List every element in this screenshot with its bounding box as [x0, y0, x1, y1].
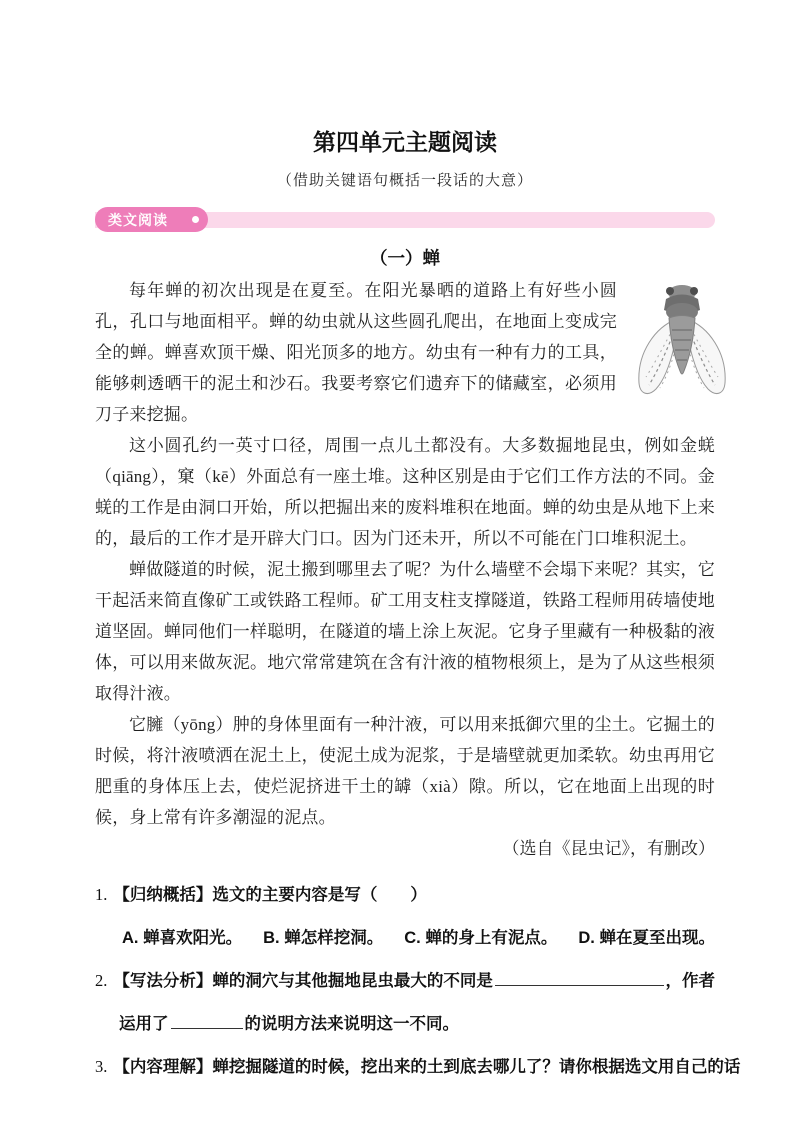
source-attribution: （选自《昆虫记》，有删改）: [502, 839, 715, 858]
question-1-options: [95, 923, 715, 953]
paragraph-3-text: 蝉做隧道的时候，泥土搬到哪里去了呢？为什么墙壁不会塌下来呢？其实，它干起活来简直像矿工或铁路工程师。矿工用支柱支撑隧道，铁路工程师用砖墙使地道坚固。蝉同他们一样聪明，在隧道的墙上涂上灰泥。它身子里藏有一种极黏的液体，可以用来做灰泥。地穴常常建筑在含有汁液的植物根须上，是为了从这些根须取得汁液。: [95, 560, 715, 703]
option-c[interactable]: C. 蝉的身上有泥点。: [404, 929, 558, 947]
paragraph-2-text: 这小圆孔约一英寸口径，周围一点儿土都没有。大多数掘地昆虫，例如金蜣（qiāng），窠（kē）外面总有一座土堆。这种区别是由于它们工作方法的不同。金蜣的工作是由洞口开始，所以把掘出来的废料堆积在地面。蝉的幼虫是从地下上来的，最后的工作才是开辟大门口。因为门还未开，所以不可能在门口堆积泥土。: [95, 436, 715, 548]
paragraph-1-text: 每年蝉的初次出现是在夏至。在阳光暴晒的道路上有好些小圆孔，孔口与地面相平。蝉的幼虫就从这些圆孔爬出，在地面上变成完全的蝉。蝉喜欢顶干燥、阳光顶多的地方。幼虫有一种有力的工具，能够刺透晒干的泥土和沙石。我要考察它们遗弃下的储藏室，必须用刀子来挖掘。: [95, 281, 617, 424]
question-2-text-post: ，作者: [665, 972, 715, 990]
option-d[interactable]: D. 蝉在夏至出现。: [578, 929, 715, 947]
section-badge-label: 类文阅读: [108, 211, 168, 228]
question-2-line2-post: 的说明方法来说明这一不同。: [244, 1015, 459, 1033]
option-b[interactable]: B. 蝉怎样挖洞。: [263, 929, 384, 947]
question-2-tag: 【写法分析】: [113, 972, 213, 990]
question-2-number: 2.: [95, 971, 108, 990]
option-a[interactable]: A. 蝉喜欢阳光。: [122, 929, 243, 947]
question-2-text-pre: 蝉的洞穴与其他掘地昆虫最大的不同是: [212, 972, 493, 990]
reading-title: （一）蝉: [370, 248, 440, 268]
question-3-text: 蝉挖掘隧道的时候，挖出来的土到底去哪儿了？请你根据选文用自己的话: [212, 1058, 741, 1076]
cicada-illustration: [627, 277, 737, 403]
paragraph-4: [95, 709, 715, 833]
answer-blank-1[interactable]: [495, 972, 664, 986]
page-title: 第四单元主题阅读: [313, 129, 497, 155]
question-3: [95, 1052, 741, 1082]
reading-passage: [95, 275, 715, 864]
question-2-line2-pre: 运用了: [119, 1015, 169, 1033]
question-1-number: 1.: [95, 885, 108, 904]
question-3-tag: 【内容理解】: [113, 1058, 213, 1076]
section-badge: [95, 207, 208, 232]
paragraph-3: [95, 554, 715, 709]
section-banner: [95, 207, 715, 232]
paragraph-1: [95, 275, 715, 430]
paragraph-2: [95, 430, 715, 554]
question-list: [95, 880, 741, 1082]
worksheet-page: [95, 0, 741, 1095]
page-subtitle: （借助关键语句概括一段话的大意）: [276, 173, 533, 189]
badge-dot-icon: [192, 216, 199, 223]
question-1: [95, 880, 715, 953]
answer-blank-2[interactable]: [171, 1015, 243, 1029]
paragraph-4-text: 它臃（yōng）肿的身体里面有一种汁液，可以用来抵御穴里的尘土。它掘土的时候，将汁液喷洒在泥土上，使泥土成为泥浆，于是墙壁就更加柔软。幼虫再用它肥重的身体压上去，使烂泥挤进干土的罅（xià）隙。所以，它在地面上出现的时候，身上常有许多潮湿的泥点。: [95, 715, 715, 827]
question-2: [95, 966, 715, 1039]
question-1-tag: 【归纳概括】: [113, 886, 213, 904]
question-1-text: 选文的主要内容是写（ ）: [212, 886, 427, 904]
question-3-number: 3.: [95, 1057, 108, 1076]
